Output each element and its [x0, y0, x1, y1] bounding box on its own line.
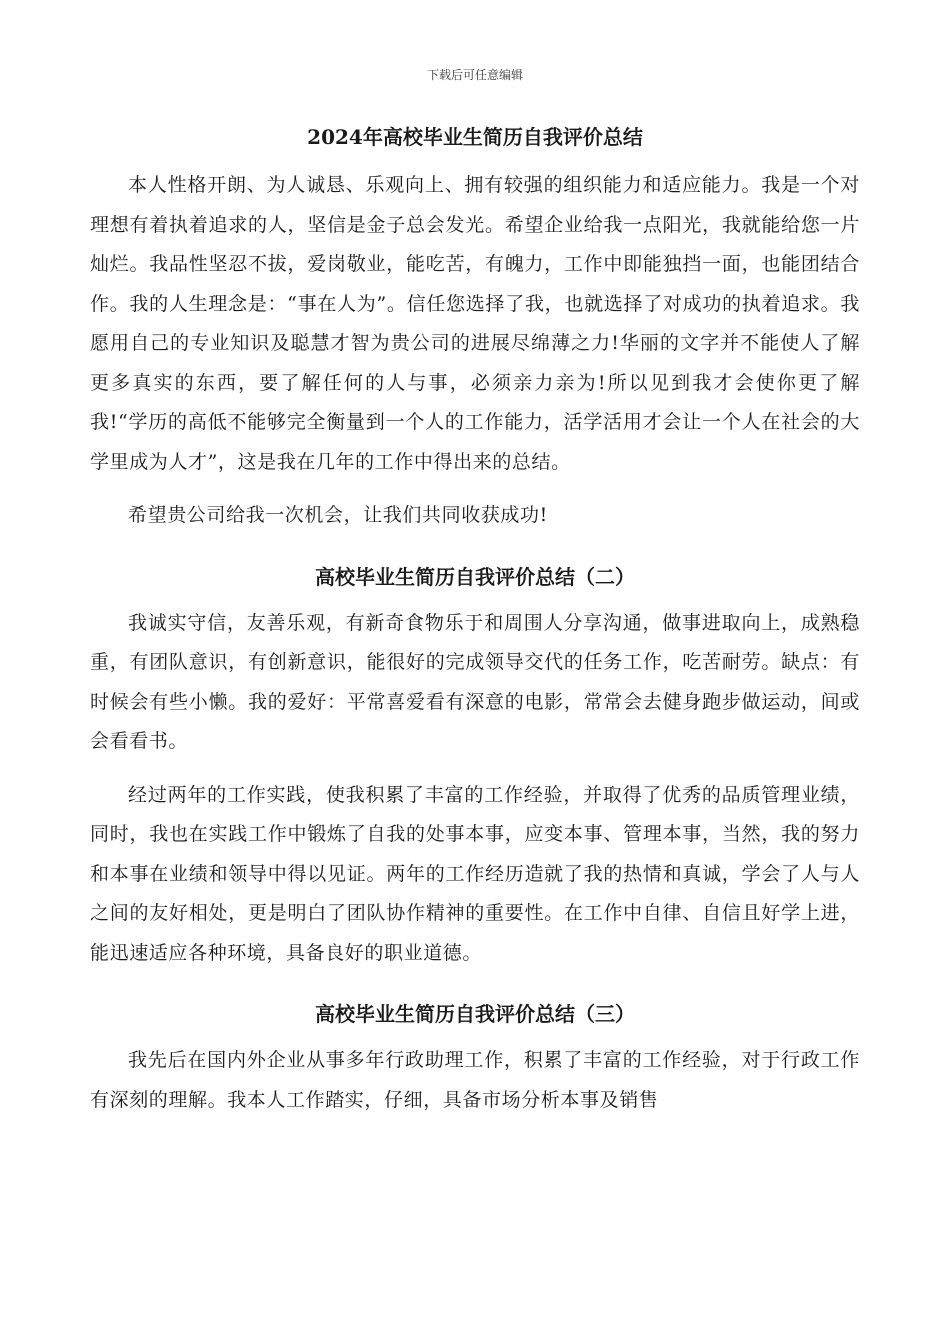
section-title-3: 高校毕业生简历自我评价总结（三） [315, 1002, 635, 1026]
section-3-paragraph-1: 我先后在国内外企业从事多年行政助理工作，积累了丰富的工作经验，对于行政工作有深刻的理解。我本人工作踏实，仔细，具备市场分析本事及销售 [90, 1049, 860, 1111]
section-title-1: 2024年高校毕业生简历自我评价总结 [307, 125, 643, 149]
header-note: 下载后可任意编辑 [426, 68, 523, 82]
document-body [90, 120, 860, 1134]
section-1-paragraph-1: 本人性格开朗、为人诚恳、乐观向上、拥有较强的组织能力和适应能力。我是一个对理想有着执着追求的人，坚信是金子总会发光。希望企业给我一点阳光，我就能给您一片灿烂。我品性坚忍不拔，爱岗敬业，能吃苦，有魄力，工作中即能独挡一面，也能团结合作。我的人生理念是：“事在人为”。信任您选择了我，也就选择了对成功的执着追求。我愿用自己的专业知识及聪慧才智为贵公司的进展尽绵薄之力!华丽的文字并不能使人了解更多真实的东西，要了解任何的人与事，必须亲力亲为!所以见到我才会使你更了解我!“学历的高低不能够完全衡量到一个人的工作能力，活学活用才会让一个人在社会的大学里成为人才”，这是我在几年的工作中得出来的总结。 [90, 174, 860, 473]
section-title-2: 高校毕业生简历自我评价总结（二） [315, 564, 635, 589]
section-2-paragraph-2: 经过两年的工作实践，使我积累了丰富的工作经验，并取得了优秀的品质管理业绩，同时，我也在实践工作中锻炼了自我的处事本事，应变本事、管理本事，当然，我的努力和本事在业绩和领导中得以见证。两年的工作经历造就了我的热情和真诚，学会了人与人之间的友好相处，更是明白了团队协作精神的重要性。在工作中自律、自信且好学上进，能迅速适应各种环境，具备良好的职业道德。 [90, 783, 860, 964]
section-1-paragraph-2: 希望贵公司给我一次机会，让我们共同收获成功! [128, 504, 548, 526]
section-2-paragraph-1: 我诚实守信，友善乐观，有新奇食物乐于和周围人分享沟通，做事进取向上，成熟稳重，有团队意识，有创新意识，能很好的完成领导交代的任务工作，吃苦耐劳。缺点：有时候会有些小懒。我的爱好：平常喜爱看有深意的电影，常常会去健身跑步做运动，间或会看看书。 [90, 611, 860, 752]
